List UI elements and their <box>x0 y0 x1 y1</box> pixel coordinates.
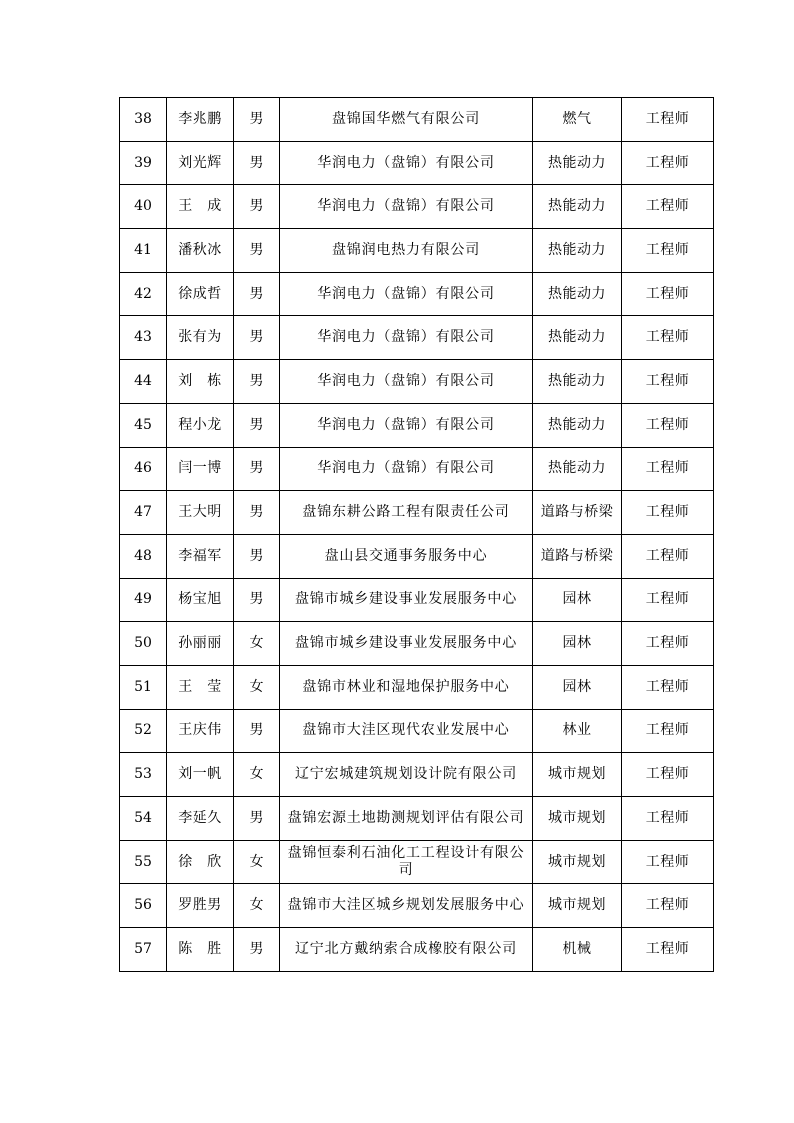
cell-employer: 盘山县交通事务服务中心 <box>280 534 533 578</box>
cell-specialty: 热能动力 <box>533 185 622 229</box>
cell-name: 李延久 <box>167 797 234 841</box>
cell-number: 50 <box>120 622 167 666</box>
cell-gender: 男 <box>234 578 280 622</box>
table-row <box>120 141 714 185</box>
table-row <box>120 447 714 491</box>
cell-number: 46 <box>120 447 167 491</box>
table-row <box>120 578 714 622</box>
cell-title: 工程师 <box>622 884 714 928</box>
cell-employer: 华润电力（盘锦）有限公司 <box>280 447 533 491</box>
cell-name: 陈 胜 <box>167 928 234 972</box>
table-row <box>120 360 714 404</box>
cell-employer: 盘锦东耕公路工程有限责任公司 <box>280 491 533 535</box>
table-row <box>120 622 714 666</box>
cell-title: 工程师 <box>622 709 714 753</box>
cell-gender: 女 <box>234 884 280 928</box>
cell-employer: 华润电力（盘锦）有限公司 <box>280 360 533 404</box>
cell-employer: 盘锦市大洼区城乡规划发展服务中心 <box>280 884 533 928</box>
cell-employer: 华润电力（盘锦）有限公司 <box>280 185 533 229</box>
cell-number: 43 <box>120 316 167 360</box>
cell-number: 49 <box>120 578 167 622</box>
cell-number: 54 <box>120 797 167 841</box>
cell-employer: 辽宁北方戴纳索合成橡胶有限公司 <box>280 928 533 972</box>
table-row <box>120 928 714 972</box>
cell-specialty: 城市规划 <box>533 884 622 928</box>
cell-number: 53 <box>120 753 167 797</box>
cell-specialty: 园林 <box>533 622 622 666</box>
cell-name: 罗胜男 <box>167 884 234 928</box>
roster-body <box>120 98 714 972</box>
cell-gender: 男 <box>234 534 280 578</box>
table-row <box>120 272 714 316</box>
cell-employer: 盘锦市城乡建设事业发展服务中心 <box>280 578 533 622</box>
table-row <box>120 185 714 229</box>
table-row <box>120 709 714 753</box>
cell-specialty: 热能动力 <box>533 141 622 185</box>
cell-title: 工程师 <box>622 185 714 229</box>
cell-employer: 盘锦恒泰利石油化工工程设计有限公司 <box>280 840 533 884</box>
cell-gender: 男 <box>234 709 280 753</box>
cell-specialty: 热能动力 <box>533 447 622 491</box>
cell-number: 56 <box>120 884 167 928</box>
cell-specialty: 园林 <box>533 665 622 709</box>
cell-title: 工程师 <box>622 665 714 709</box>
table-row <box>120 840 714 884</box>
cell-gender: 男 <box>234 360 280 404</box>
cell-employer: 盘锦宏源土地勘测规划评估有限公司 <box>280 797 533 841</box>
cell-title: 工程师 <box>622 491 714 535</box>
cell-employer: 华润电力（盘锦）有限公司 <box>280 141 533 185</box>
cell-name: 徐 欣 <box>167 840 234 884</box>
cell-name: 程小龙 <box>167 403 234 447</box>
cell-name: 李兆鹏 <box>167 98 234 142</box>
cell-gender: 男 <box>234 229 280 273</box>
cell-number: 40 <box>120 185 167 229</box>
cell-title: 工程师 <box>622 229 714 273</box>
cell-name: 潘秋冰 <box>167 229 234 273</box>
cell-name: 王大明 <box>167 491 234 535</box>
cell-gender: 男 <box>234 272 280 316</box>
cell-gender: 女 <box>234 753 280 797</box>
cell-title: 工程师 <box>622 578 714 622</box>
cell-gender: 女 <box>234 665 280 709</box>
cell-gender: 男 <box>234 98 280 142</box>
cell-gender: 男 <box>234 316 280 360</box>
cell-name: 王 成 <box>167 185 234 229</box>
roster-table <box>119 97 714 972</box>
cell-name: 闫一博 <box>167 447 234 491</box>
cell-number: 44 <box>120 360 167 404</box>
cell-number: 52 <box>120 709 167 753</box>
cell-number: 57 <box>120 928 167 972</box>
cell-specialty: 燃气 <box>533 98 622 142</box>
cell-employer: 华润电力（盘锦）有限公司 <box>280 403 533 447</box>
table-row <box>120 884 714 928</box>
cell-title: 工程师 <box>622 534 714 578</box>
cell-employer: 盘锦市城乡建设事业发展服务中心 <box>280 622 533 666</box>
cell-employer: 华润电力（盘锦）有限公司 <box>280 316 533 360</box>
cell-number: 51 <box>120 665 167 709</box>
cell-employer: 辽宁宏城建筑规划设计院有限公司 <box>280 753 533 797</box>
cell-name: 刘光辉 <box>167 141 234 185</box>
cell-title: 工程师 <box>622 403 714 447</box>
cell-gender: 男 <box>234 797 280 841</box>
cell-gender: 男 <box>234 491 280 535</box>
cell-specialty: 热能动力 <box>533 272 622 316</box>
cell-name: 张有为 <box>167 316 234 360</box>
cell-gender: 男 <box>234 141 280 185</box>
cell-name: 孙丽丽 <box>167 622 234 666</box>
cell-specialty: 城市规划 <box>533 753 622 797</box>
cell-gender: 男 <box>234 403 280 447</box>
cell-title: 工程师 <box>622 797 714 841</box>
cell-name: 王 莹 <box>167 665 234 709</box>
cell-name: 刘 栋 <box>167 360 234 404</box>
cell-gender: 男 <box>234 928 280 972</box>
cell-number: 42 <box>120 272 167 316</box>
cell-title: 工程师 <box>622 98 714 142</box>
cell-name: 李福军 <box>167 534 234 578</box>
table-row <box>120 665 714 709</box>
cell-number: 38 <box>120 98 167 142</box>
cell-specialty: 林业 <box>533 709 622 753</box>
cell-number: 41 <box>120 229 167 273</box>
table-row <box>120 534 714 578</box>
cell-number: 45 <box>120 403 167 447</box>
cell-gender: 女 <box>234 840 280 884</box>
cell-number: 55 <box>120 840 167 884</box>
cell-specialty: 道路与桥梁 <box>533 534 622 578</box>
cell-number: 48 <box>120 534 167 578</box>
cell-gender: 男 <box>234 447 280 491</box>
cell-title: 工程师 <box>622 316 714 360</box>
cell-number: 39 <box>120 141 167 185</box>
cell-specialty: 热能动力 <box>533 229 622 273</box>
cell-employer: 盘锦润电热力有限公司 <box>280 229 533 273</box>
cell-specialty: 城市规划 <box>533 840 622 884</box>
cell-name: 王庆伟 <box>167 709 234 753</box>
cell-employer: 盘锦市林业和湿地保护服务中心 <box>280 665 533 709</box>
cell-employer: 盘锦市大洼区现代农业发展中心 <box>280 709 533 753</box>
cell-title: 工程师 <box>622 272 714 316</box>
table-row <box>120 316 714 360</box>
cell-specialty: 园林 <box>533 578 622 622</box>
table-row <box>120 753 714 797</box>
cell-specialty: 城市规划 <box>533 797 622 841</box>
cell-name: 刘一帆 <box>167 753 234 797</box>
cell-name: 杨宝旭 <box>167 578 234 622</box>
table-row <box>120 229 714 273</box>
cell-specialty: 机械 <box>533 928 622 972</box>
cell-number: 47 <box>120 491 167 535</box>
cell-title: 工程师 <box>622 447 714 491</box>
cell-specialty: 道路与桥梁 <box>533 491 622 535</box>
table-row <box>120 491 714 535</box>
table-row <box>120 98 714 142</box>
cell-title: 工程师 <box>622 840 714 884</box>
cell-employer: 盘锦国华燃气有限公司 <box>280 98 533 142</box>
cell-title: 工程师 <box>622 753 714 797</box>
table-row <box>120 797 714 841</box>
cell-title: 工程师 <box>622 360 714 404</box>
cell-employer: 华润电力（盘锦）有限公司 <box>280 272 533 316</box>
cell-gender: 女 <box>234 622 280 666</box>
table-row <box>120 403 714 447</box>
cell-gender: 男 <box>234 185 280 229</box>
cell-specialty: 热能动力 <box>533 403 622 447</box>
cell-title: 工程师 <box>622 928 714 972</box>
cell-name: 徐成哲 <box>167 272 234 316</box>
cell-title: 工程师 <box>622 141 714 185</box>
cell-title: 工程师 <box>622 622 714 666</box>
cell-specialty: 热能动力 <box>533 316 622 360</box>
cell-specialty: 热能动力 <box>533 360 622 404</box>
